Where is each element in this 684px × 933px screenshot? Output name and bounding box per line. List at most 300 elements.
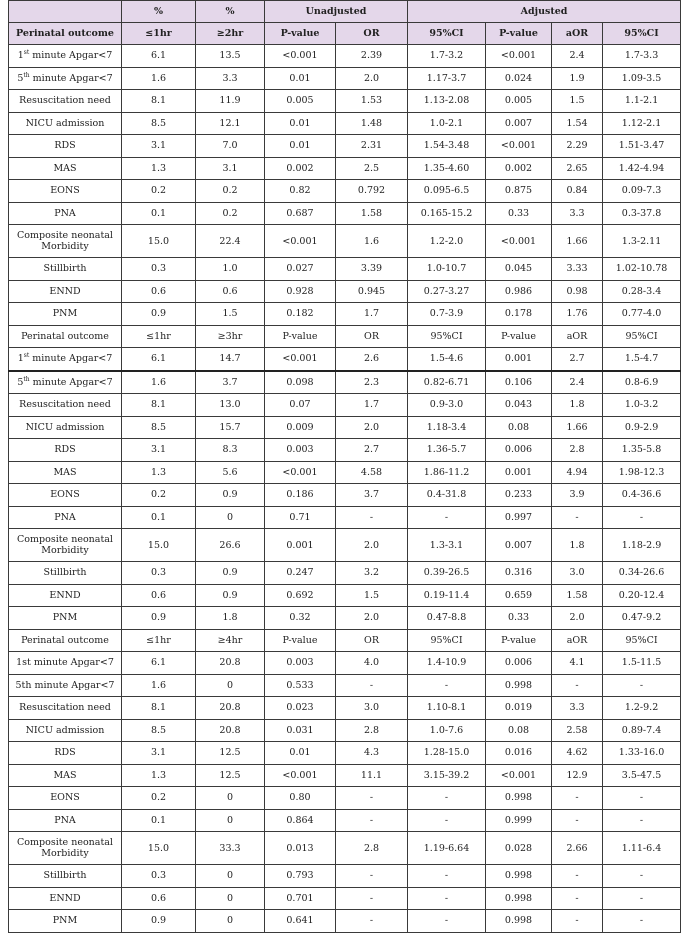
- value-cell: 0: [196, 910, 265, 933]
- table-row: [9, 416, 681, 439]
- table-row: [9, 45, 681, 68]
- value-cell: <0.001: [265, 45, 336, 68]
- value-cell: <0.001: [486, 135, 552, 158]
- header-percent-2: %: [196, 1, 265, 23]
- value-cell: 5.6: [196, 461, 265, 484]
- value-cell: 0.6: [122, 280, 196, 303]
- value-cell: 2.0: [336, 607, 408, 630]
- value-cell: 12.1: [196, 112, 265, 135]
- value-cell: 0.106: [486, 371, 552, 394]
- value-cell: <0.001: [486, 764, 552, 787]
- value-cell: 22.4: [196, 225, 265, 258]
- value-cell: 0.027: [265, 258, 336, 281]
- table-row: [9, 348, 681, 371]
- value-cell: 4.3: [336, 742, 408, 765]
- header-row-groups: [9, 1, 681, 23]
- col-header-le1hr: ≤1hr: [122, 23, 196, 45]
- value-cell: 0.986: [486, 280, 552, 303]
- value-cell: 2.8: [552, 439, 603, 462]
- value-cell: 0.186: [265, 484, 336, 507]
- subheader-cell: ≥3hr: [196, 325, 265, 348]
- value-cell: -: [552, 506, 603, 529]
- value-cell: -: [408, 787, 486, 810]
- value-cell: 6.1: [122, 348, 196, 371]
- value-cell: 8.5: [122, 719, 196, 742]
- value-cell: 1.3: [122, 461, 196, 484]
- value-cell: 1.9: [552, 67, 603, 90]
- value-cell: 1.13-2.08: [408, 90, 486, 113]
- outcome-label: PNA: [9, 809, 122, 832]
- value-cell: 0.023: [265, 697, 336, 720]
- table-row: [9, 584, 681, 607]
- value-cell: 1.54-3.48: [408, 135, 486, 158]
- value-cell: 0.165-15.2: [408, 202, 486, 225]
- value-cell: 0.003: [265, 439, 336, 462]
- outcome-label: Resuscitation need: [9, 697, 122, 720]
- value-cell: 0.71: [265, 506, 336, 529]
- value-cell: 1.98-12.3: [603, 461, 681, 484]
- subheader-cell: 95%CI: [603, 325, 681, 348]
- value-cell: 1.02-10.78: [603, 258, 681, 281]
- value-cell: 0.031: [265, 719, 336, 742]
- header-unadjusted: Unadjusted: [265, 1, 408, 23]
- value-cell: 0.875: [486, 180, 552, 203]
- value-cell: 0.9-2.9: [603, 416, 681, 439]
- table-row: [9, 135, 681, 158]
- value-cell: 0.001: [265, 529, 336, 562]
- value-cell: 1.1-2.1: [603, 90, 681, 113]
- header-percent-1: %: [122, 1, 196, 23]
- value-cell: 0.998: [486, 674, 552, 697]
- value-cell: 0.28-3.4: [603, 280, 681, 303]
- value-cell: 1.28-15.0: [408, 742, 486, 765]
- value-cell: 0.07: [265, 394, 336, 417]
- value-cell: -: [336, 910, 408, 933]
- subheader-cell: 95%CI: [408, 629, 486, 652]
- value-cell: 1.35-5.8: [603, 439, 681, 462]
- col-header-aor: aOR: [552, 23, 603, 45]
- value-cell: 0.095-6.5: [408, 180, 486, 203]
- value-cell: 1.6: [122, 371, 196, 394]
- value-cell: 0.009: [265, 416, 336, 439]
- outcome-label: [9, 67, 122, 90]
- value-cell: 0.4-31.8: [408, 484, 486, 507]
- table-row: [9, 865, 681, 888]
- value-cell: 0.007: [486, 112, 552, 135]
- table-row: [9, 697, 681, 720]
- value-cell: 3.7: [196, 371, 265, 394]
- value-cell: 0.001: [486, 461, 552, 484]
- value-cell: 0.33: [486, 202, 552, 225]
- value-cell: 3.1: [122, 439, 196, 462]
- value-cell: 0.016: [486, 742, 552, 765]
- value-cell: 1.3-2.11: [603, 225, 681, 258]
- subheader-cell: Perinatal outcome: [9, 629, 122, 652]
- outcome-label: ENND: [9, 887, 122, 910]
- value-cell: -: [603, 506, 681, 529]
- outcome-label: Resuscitation need: [9, 90, 122, 113]
- value-cell: 1.7-3.2: [408, 45, 486, 68]
- value-cell: 0.024: [486, 67, 552, 90]
- value-cell: 0.864: [265, 809, 336, 832]
- value-cell: -: [552, 887, 603, 910]
- value-cell: 0.01: [265, 742, 336, 765]
- value-cell: 2.29: [552, 135, 603, 158]
- table-row: [9, 225, 681, 258]
- outcome-label: ENND: [9, 280, 122, 303]
- value-cell: 20.8: [196, 697, 265, 720]
- value-cell: 1.5: [196, 303, 265, 326]
- value-cell: 1.2-2.0: [408, 225, 486, 258]
- value-cell: 3.3: [196, 67, 265, 90]
- value-cell: 15.0: [122, 225, 196, 258]
- value-cell: 0.998: [486, 910, 552, 933]
- value-cell: 0.3-37.8: [603, 202, 681, 225]
- table-row: [9, 529, 681, 562]
- value-cell: 13.0: [196, 394, 265, 417]
- table-row: [9, 562, 681, 585]
- value-cell: 1.6: [122, 674, 196, 697]
- value-cell: 2.5: [336, 157, 408, 180]
- subheader-row: [9, 629, 681, 652]
- value-cell: -: [603, 910, 681, 933]
- value-cell: 1.17-3.7: [408, 67, 486, 90]
- table-row: [9, 787, 681, 810]
- value-cell: 1.5-11.5: [603, 652, 681, 675]
- value-cell: 0.4-36.6: [603, 484, 681, 507]
- outcome-label: RDS: [9, 439, 122, 462]
- value-cell: 0.9: [122, 303, 196, 326]
- value-cell: 4.94: [552, 461, 603, 484]
- outcome-label: [9, 348, 122, 371]
- value-cell: 1.6: [336, 225, 408, 258]
- value-cell: 0.928: [265, 280, 336, 303]
- outcome-ordinal: 1: [17, 50, 24, 62]
- table-row: [9, 280, 681, 303]
- value-cell: 1.18-3.4: [408, 416, 486, 439]
- outcome-label: Stillbirth: [9, 258, 122, 281]
- value-cell: 3.0: [336, 697, 408, 720]
- value-cell: 0.6: [122, 887, 196, 910]
- value-cell: 1.36-5.7: [408, 439, 486, 462]
- value-cell: 1.0-10.7: [408, 258, 486, 281]
- value-cell: 0.005: [265, 90, 336, 113]
- value-cell: 1.0-2.1: [408, 112, 486, 135]
- value-cell: 1.35-4.60: [408, 157, 486, 180]
- value-cell: 0.33: [486, 607, 552, 630]
- value-cell: -: [336, 887, 408, 910]
- table-row: [9, 887, 681, 910]
- value-cell: 20.8: [196, 719, 265, 742]
- value-cell: 0.32: [265, 607, 336, 630]
- outcome-label: PNM: [9, 303, 122, 326]
- outcome-label: NICU admission: [9, 416, 122, 439]
- value-cell: 0.178: [486, 303, 552, 326]
- value-cell: 0.792: [336, 180, 408, 203]
- value-cell: 0.01: [265, 112, 336, 135]
- value-cell: 0.998: [486, 787, 552, 810]
- value-cell: 8.1: [122, 90, 196, 113]
- value-cell: 0.316: [486, 562, 552, 585]
- value-cell: 14.7: [196, 348, 265, 371]
- col-header-or: OR: [336, 23, 408, 45]
- outcome-ordinal: 1: [17, 353, 24, 365]
- value-cell: 1.42-4.94: [603, 157, 681, 180]
- table-row: [9, 258, 681, 281]
- outcome-ordinal-suffix: st: [23, 352, 30, 360]
- table-row: [9, 764, 681, 787]
- value-cell: 4.58: [336, 461, 408, 484]
- value-cell: 0.998: [486, 887, 552, 910]
- value-cell: 1.58: [552, 584, 603, 607]
- value-cell: 0.3: [122, 865, 196, 888]
- value-cell: 0.20-12.4: [603, 584, 681, 607]
- value-cell: 3.7: [336, 484, 408, 507]
- value-cell: 2.65: [552, 157, 603, 180]
- value-cell: 6.1: [122, 45, 196, 68]
- value-cell: 0.08: [486, 416, 552, 439]
- value-cell: 0.82: [265, 180, 336, 203]
- table-row: [9, 394, 681, 417]
- value-cell: 0: [196, 887, 265, 910]
- value-cell: 0.945: [336, 280, 408, 303]
- table-row: [9, 910, 681, 933]
- value-cell: 0.998: [486, 865, 552, 888]
- value-cell: 0.701: [265, 887, 336, 910]
- value-cell: -: [603, 887, 681, 910]
- value-cell: 0.999: [486, 809, 552, 832]
- value-cell: 0.01: [265, 67, 336, 90]
- value-cell: 3.1: [122, 742, 196, 765]
- outcome-text: minute Apgar<7: [29, 376, 113, 388]
- value-cell: 1.11-6.4: [603, 832, 681, 865]
- value-cell: 1.7: [336, 394, 408, 417]
- table-row: [9, 652, 681, 675]
- value-cell: 1.86-11.2: [408, 461, 486, 484]
- value-cell: 0.233: [486, 484, 552, 507]
- value-cell: 2.31: [336, 135, 408, 158]
- value-cell: 1.8: [552, 394, 603, 417]
- outcome-label: Composite neonatal Morbidity: [9, 225, 122, 258]
- value-cell: -: [408, 809, 486, 832]
- outcome-ordinal: 5: [17, 72, 24, 84]
- outcome-text: minute Apgar<7: [29, 50, 113, 62]
- value-cell: 1.53: [336, 90, 408, 113]
- col-header-95ci: 95%CI: [408, 23, 486, 45]
- outcome-label: MAS: [9, 764, 122, 787]
- col-header-pvalue: P-value: [265, 23, 336, 45]
- value-cell: 1.5-4.6: [408, 348, 486, 371]
- value-cell: 2.58: [552, 719, 603, 742]
- value-cell: 0.80: [265, 787, 336, 810]
- value-cell: 1.6: [122, 67, 196, 90]
- value-cell: -: [552, 787, 603, 810]
- value-cell: 33.3: [196, 832, 265, 865]
- value-cell: -: [603, 674, 681, 697]
- value-cell: 4.0: [336, 652, 408, 675]
- value-cell: -: [336, 809, 408, 832]
- table-body: [9, 45, 681, 933]
- outcome-ordinal-suffix: th: [23, 375, 30, 383]
- value-cell: 4.1: [552, 652, 603, 675]
- value-cell: 8.5: [122, 416, 196, 439]
- value-cell: 0.47-9.2: [603, 607, 681, 630]
- table-row: [9, 180, 681, 203]
- value-cell: 3.9: [552, 484, 603, 507]
- value-cell: 0.687: [265, 202, 336, 225]
- value-cell: 0.1: [122, 809, 196, 832]
- outcome-label: Stillbirth: [9, 562, 122, 585]
- value-cell: 0.2: [196, 202, 265, 225]
- value-cell: -: [603, 787, 681, 810]
- outcome-text: minute Apgar<7: [29, 72, 113, 84]
- value-cell: 0.045: [486, 258, 552, 281]
- value-cell: 3.1: [196, 157, 265, 180]
- value-cell: 12.9: [552, 764, 603, 787]
- value-cell: 0.006: [486, 652, 552, 675]
- value-cell: 0.692: [265, 584, 336, 607]
- value-cell: 0.34-26.6: [603, 562, 681, 585]
- value-cell: 2.4: [552, 45, 603, 68]
- value-cell: 8.1: [122, 394, 196, 417]
- value-cell: 1.5: [336, 584, 408, 607]
- value-cell: 0: [196, 809, 265, 832]
- value-cell: 0.9: [122, 607, 196, 630]
- value-cell: <0.001: [265, 461, 336, 484]
- value-cell: -: [336, 506, 408, 529]
- value-cell: 2.39: [336, 45, 408, 68]
- value-cell: 15.0: [122, 832, 196, 865]
- value-cell: 1.3: [122, 157, 196, 180]
- value-cell: 0.2: [122, 787, 196, 810]
- value-cell: 0.47-8.8: [408, 607, 486, 630]
- outcome-label: RDS: [9, 742, 122, 765]
- value-cell: -: [408, 910, 486, 933]
- table-row: [9, 674, 681, 697]
- value-cell: <0.001: [265, 225, 336, 258]
- value-cell: 6.1: [122, 652, 196, 675]
- value-cell: 0.003: [265, 652, 336, 675]
- value-cell: 8.5: [122, 112, 196, 135]
- value-cell: 2.7: [552, 348, 603, 371]
- value-cell: 2.6: [336, 348, 408, 371]
- value-cell: 1.12-2.1: [603, 112, 681, 135]
- table-row: [9, 607, 681, 630]
- value-cell: 3.1: [122, 135, 196, 158]
- outcome-label: [9, 45, 122, 68]
- table-row: [9, 202, 681, 225]
- value-cell: 1.4-10.9: [408, 652, 486, 675]
- outcome-ordinal-suffix: th: [23, 71, 30, 79]
- subheader-cell: P-value: [265, 629, 336, 652]
- value-cell: 0.6: [122, 584, 196, 607]
- value-cell: 1.58: [336, 202, 408, 225]
- value-cell: 1.33-16.0: [603, 742, 681, 765]
- value-cell: 0.997: [486, 506, 552, 529]
- value-cell: 0.002: [265, 157, 336, 180]
- value-cell: 3.3: [552, 202, 603, 225]
- subheader-cell: ≥4hr: [196, 629, 265, 652]
- value-cell: 0.98: [552, 280, 603, 303]
- value-cell: 0.9: [196, 584, 265, 607]
- value-cell: 1.66: [552, 225, 603, 258]
- value-cell: -: [552, 809, 603, 832]
- table-row: [9, 371, 681, 394]
- value-cell: -: [552, 910, 603, 933]
- outcome-label: 1st minute Apgar<7: [9, 652, 122, 675]
- table-row: [9, 157, 681, 180]
- subheader-cell: P-value: [486, 325, 552, 348]
- value-cell: 2.7: [336, 439, 408, 462]
- value-cell: <0.001: [486, 45, 552, 68]
- header-adjusted: Adjusted: [408, 1, 681, 23]
- value-cell: -: [552, 865, 603, 888]
- value-cell: 1.7: [336, 303, 408, 326]
- table-row: [9, 303, 681, 326]
- value-cell: 0.89-7.4: [603, 719, 681, 742]
- value-cell: 2.0: [336, 416, 408, 439]
- value-cell: 1.0-7.6: [408, 719, 486, 742]
- table-row: [9, 112, 681, 135]
- value-cell: 2.4: [552, 371, 603, 394]
- value-cell: -: [408, 506, 486, 529]
- value-cell: 2.66: [552, 832, 603, 865]
- value-cell: -: [336, 787, 408, 810]
- header-row-columns: [9, 23, 681, 45]
- value-cell: 1.18-2.9: [603, 529, 681, 562]
- value-cell: 0.9: [122, 910, 196, 933]
- value-cell: 0.006: [486, 439, 552, 462]
- outcome-label: PNM: [9, 607, 122, 630]
- value-cell: 0.08: [486, 719, 552, 742]
- value-cell: 13.5: [196, 45, 265, 68]
- value-cell: 0.001: [486, 348, 552, 371]
- table-row: [9, 67, 681, 90]
- value-cell: 0.002: [486, 157, 552, 180]
- value-cell: 0.013: [265, 832, 336, 865]
- value-cell: 1.2-9.2: [603, 697, 681, 720]
- value-cell: 20.8: [196, 652, 265, 675]
- value-cell: 3.2: [336, 562, 408, 585]
- table-row: [9, 439, 681, 462]
- subheader-cell: 95%CI: [603, 629, 681, 652]
- value-cell: 0.1: [122, 202, 196, 225]
- value-cell: 7.0: [196, 135, 265, 158]
- value-cell: 2.3: [336, 371, 408, 394]
- outcome-label: [9, 371, 122, 394]
- value-cell: 1.09-3.5: [603, 67, 681, 90]
- value-cell: -: [336, 674, 408, 697]
- value-cell: 15.7: [196, 416, 265, 439]
- value-cell: -: [408, 887, 486, 910]
- value-cell: 11.1: [336, 764, 408, 787]
- value-cell: 0.1: [122, 506, 196, 529]
- value-cell: 3.33: [552, 258, 603, 281]
- value-cell: 1.48: [336, 112, 408, 135]
- outcome-ordinal: 5: [17, 376, 24, 388]
- outcome-label: EONS: [9, 484, 122, 507]
- value-cell: 3.5-47.5: [603, 764, 681, 787]
- value-cell: 0.9: [196, 562, 265, 585]
- table-row: [9, 719, 681, 742]
- table-row: [9, 90, 681, 113]
- col-header-adj-pvalue: P-value: [486, 23, 552, 45]
- value-cell: 0: [196, 865, 265, 888]
- value-cell: 8.1: [122, 697, 196, 720]
- value-cell: 2.8: [336, 832, 408, 865]
- value-cell: 0.3: [122, 258, 196, 281]
- value-cell: 0.182: [265, 303, 336, 326]
